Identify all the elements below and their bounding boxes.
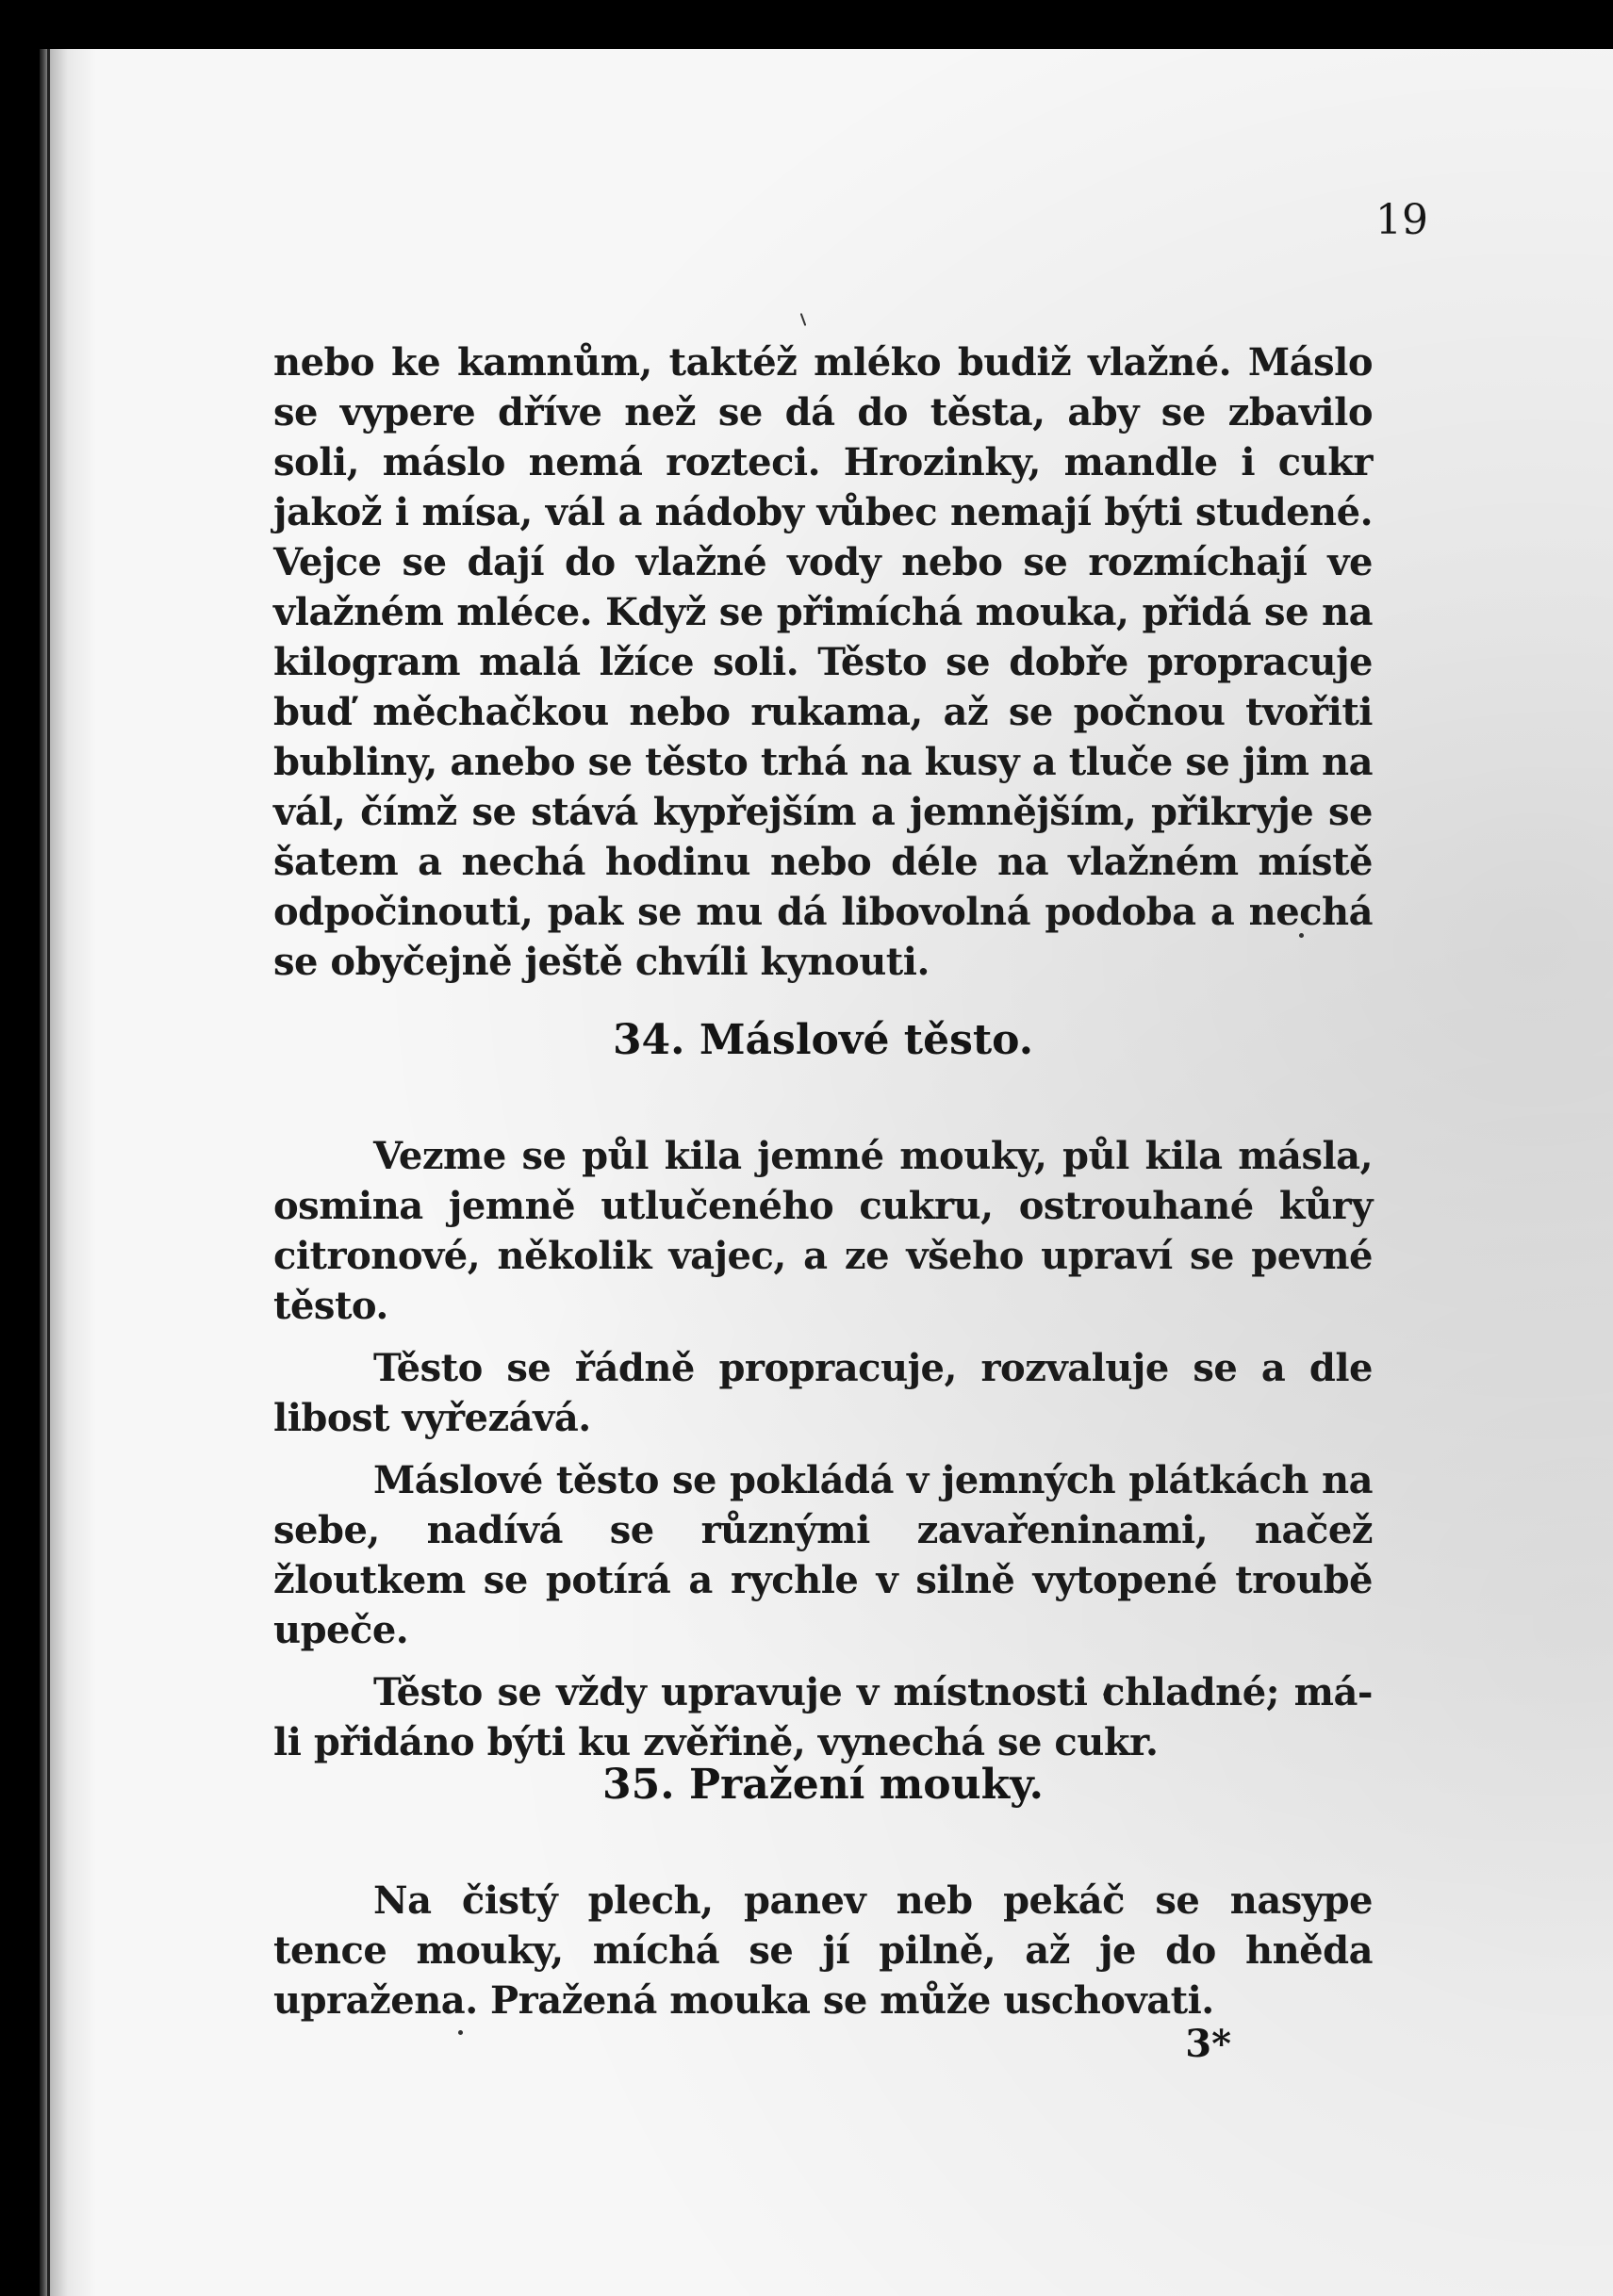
paragraph: Vezme se půl kila jemné mouky, půl kila másla, osmina jemně utlučeného cukru, ostrouhané kůry citronové, několik vajec, a ze všeho upraví se pevné těsto. (273, 1134, 1373, 1328)
section-body-35 (273, 1876, 1373, 2038)
section-heading-35 (273, 1761, 1373, 1809)
section-heading-34 (273, 1016, 1373, 1064)
section-title: Pražení mouky. (688, 1761, 1044, 1809)
paragraph: Máslové těsto se pokládá v jemných plátkách na sebe, nadívá se různými zavařeninami, načež žloutkem se potírá a rychle v silně vytopené troubě upeče. (273, 1458, 1373, 1652)
section-title: Máslové těsto. (699, 1016, 1034, 1064)
paragraph: Na čistý plech, panev neb pekáč se nasype tence mouky, míchá se jí pilně, až je do hněda upražena. Pražená mouka se může uschovati. (273, 1878, 1373, 2023)
paragraph: Těsto se vždy upravuje v místnosti chladné; má-li přidáno býti ku zvěřině, vynechá se cukr. (273, 1670, 1373, 1764)
paragraph: Těsto se řádně propracuje, rozvaluje se a dle libost vyřezává. (273, 1346, 1373, 1440)
spine-edge (47, 49, 50, 2296)
section-number: 35. (602, 1761, 675, 1809)
continuation-paragraph: nebo ke kamnům, taktéž mléko budiž vlažné. Máslo se vypere dříve než se dá do těsta, aby se zbavilo soli, máslo nemá rozteci. Hrozinky, mandle i cukr jakož i mísa, vál a nádoby vůbec nemají býti studené. Vejce se dají do vlažné vody nebo se rozmíchají ve vlažném mléce. Když se přimíchá mouka, přidá se na kilogram malá lžíce soli. Těsto se dobře propracuje buď měchačkou nebo rukama, až se počnou tvořiti bubliny, anebo se těsto trhá na kusy a tluče se jim na vál, čímž se stává kypřejším a jemnějším, přikryje se šatem a nechá hodinu nebo déle na vlažném místě odpočinouti, pak se mu dá libovolná podoba a nechá se obyčejně ještě chvíli kynouti. (273, 340, 1373, 984)
section-number: 34. (612, 1016, 685, 1064)
section-body-34 (273, 1131, 1373, 1779)
page-number: 19 (1375, 196, 1428, 244)
printer-signature-mark: 3* (1185, 2022, 1231, 2066)
